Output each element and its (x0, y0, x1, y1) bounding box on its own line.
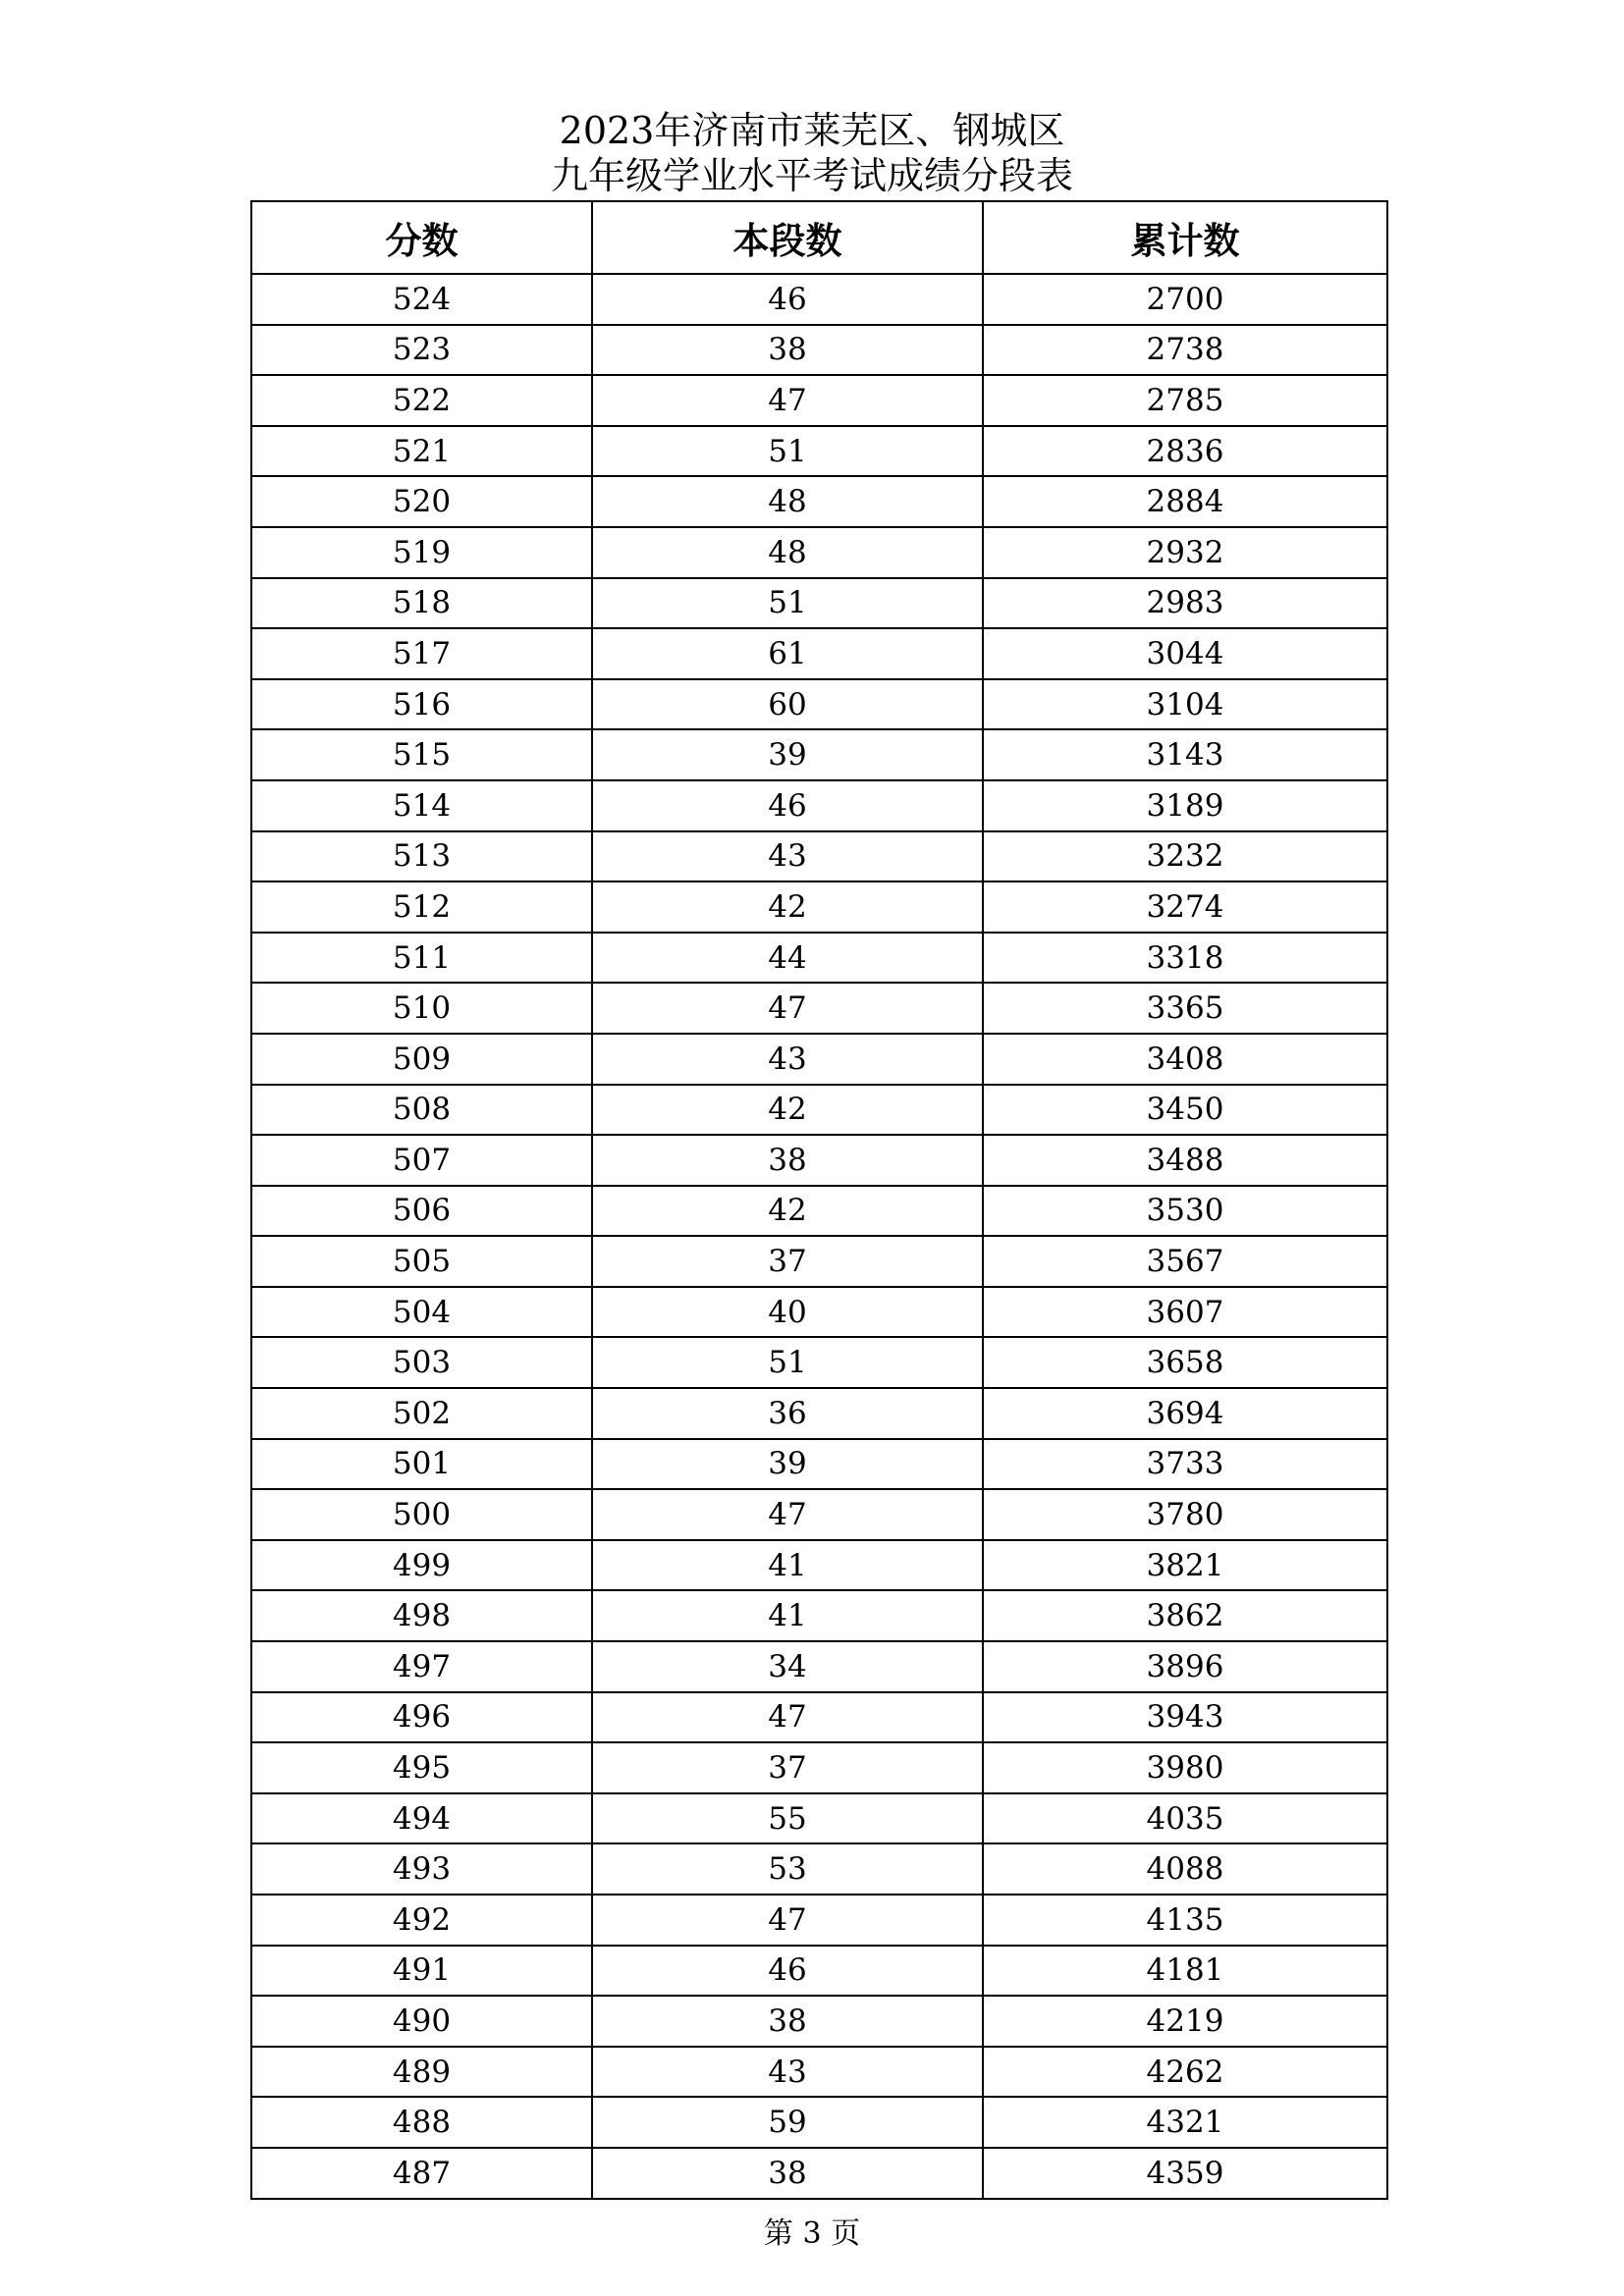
score-cell: 515 (251, 729, 592, 780)
segment-count-cell: 41 (592, 1590, 983, 1641)
score-cell: 512 (251, 881, 592, 933)
segment-count-cell: 38 (592, 1135, 983, 1186)
score-cell: 487 (251, 2148, 592, 2199)
score-cell: 504 (251, 1287, 592, 1338)
table-row (251, 1996, 1387, 2047)
cumulative-count-cell: 4321 (983, 2097, 1387, 2148)
cumulative-count-cell: 3943 (983, 1692, 1387, 1743)
cumulative-count-cell: 2884 (983, 476, 1387, 527)
cumulative-count-cell: 2700 (983, 274, 1387, 325)
segment-count-cell: 53 (592, 1843, 983, 1895)
segment-count-cell: 43 (592, 831, 983, 882)
segment-count-cell: 46 (592, 1946, 983, 1997)
score-distribution-table (250, 200, 1388, 2200)
segment-count-cell: 34 (592, 1641, 983, 1692)
score-cell: 502 (251, 1388, 592, 1439)
table-row (251, 729, 1387, 780)
segment-count-cell: 47 (592, 983, 983, 1034)
table-row (251, 426, 1387, 477)
segment-count-cell: 51 (592, 1337, 983, 1388)
table-row (251, 1843, 1387, 1895)
score-cell: 522 (251, 375, 592, 426)
table-row (251, 578, 1387, 629)
table-row (251, 1692, 1387, 1743)
table-row (251, 1439, 1387, 1490)
segment-count-cell: 39 (592, 729, 983, 780)
score-cell: 510 (251, 983, 592, 1034)
segment-count-cell: 38 (592, 2148, 983, 2199)
segment-count-cell: 51 (592, 426, 983, 477)
cumulative-count-cell: 3607 (983, 1287, 1387, 1338)
cumulative-count-cell: 3365 (983, 983, 1387, 1034)
score-cell: 499 (251, 1540, 592, 1591)
score-cell: 496 (251, 1692, 592, 1743)
cumulative-count-cell: 2785 (983, 375, 1387, 426)
score-cell: 508 (251, 1085, 592, 1136)
header-cumulative-count: 累计数 (983, 201, 1387, 274)
score-cell: 489 (251, 2047, 592, 2098)
score-cell: 501 (251, 1439, 592, 1490)
score-cell: 507 (251, 1135, 592, 1186)
cumulative-count-cell: 4135 (983, 1895, 1387, 1946)
table-row (251, 780, 1387, 831)
cumulative-count-cell: 3530 (983, 1186, 1387, 1237)
table-row (251, 375, 1387, 426)
score-cell: 506 (251, 1186, 592, 1237)
cumulative-count-cell: 3780 (983, 1489, 1387, 1540)
segment-count-cell: 48 (592, 527, 983, 578)
cumulative-count-cell: 3567 (983, 1236, 1387, 1287)
cumulative-count-cell: 3232 (983, 831, 1387, 882)
cumulative-count-cell: 4219 (983, 1996, 1387, 2047)
cumulative-count-cell: 3143 (983, 729, 1387, 780)
table-row (251, 476, 1387, 527)
document-title-line-1: 2023年济南市莱芜区、钢城区 (559, 109, 1065, 152)
table-row (251, 1085, 1387, 1136)
table-row (251, 1236, 1387, 1287)
segment-count-cell: 38 (592, 325, 983, 376)
table-row (251, 1135, 1387, 1186)
table-row (251, 527, 1387, 578)
cumulative-count-cell: 3189 (983, 780, 1387, 831)
table-row (251, 1034, 1387, 1085)
cumulative-count-cell: 3658 (983, 1337, 1387, 1388)
table-row (251, 1388, 1387, 1439)
score-cell: 513 (251, 831, 592, 882)
score-cell: 514 (251, 780, 592, 831)
table-row (251, 1946, 1387, 1997)
segment-count-cell: 43 (592, 1034, 983, 1085)
segment-count-cell: 59 (592, 2097, 983, 2148)
segment-count-cell: 42 (592, 881, 983, 933)
segment-count-cell: 47 (592, 1489, 983, 1540)
table-row (251, 1337, 1387, 1388)
cumulative-count-cell: 3980 (983, 1742, 1387, 1793)
page-number: 第 3 页 (763, 2216, 861, 2251)
score-cell: 509 (251, 1034, 592, 1085)
score-cell: 495 (251, 1742, 592, 1793)
segment-count-cell: 39 (592, 1439, 983, 1490)
segment-count-cell: 36 (592, 1388, 983, 1439)
cumulative-count-cell: 3896 (983, 1641, 1387, 1692)
cumulative-count-cell: 3694 (983, 1388, 1387, 1439)
cumulative-count-cell: 3488 (983, 1135, 1387, 1186)
segment-count-cell: 47 (592, 375, 983, 426)
segment-count-cell: 60 (592, 679, 983, 730)
cumulative-count-cell: 2836 (983, 426, 1387, 477)
score-cell: 493 (251, 1843, 592, 1895)
segment-count-cell: 42 (592, 1186, 983, 1237)
segment-count-cell: 46 (592, 780, 983, 831)
table-row (251, 831, 1387, 882)
cumulative-count-cell: 3821 (983, 1540, 1387, 1591)
segment-count-cell: 40 (592, 1287, 983, 1338)
cumulative-count-cell: 3862 (983, 1590, 1387, 1641)
score-cell: 511 (251, 933, 592, 984)
cumulative-count-cell: 4035 (983, 1793, 1387, 1844)
segment-count-cell: 38 (592, 1996, 983, 2047)
cumulative-count-cell: 2738 (983, 325, 1387, 376)
segment-count-cell: 55 (592, 1793, 983, 1844)
document-title-line-2: 九年级学业水平考试成绩分段表 (550, 154, 1073, 197)
cumulative-count-cell: 2983 (983, 578, 1387, 629)
segment-count-cell: 47 (592, 1895, 983, 1946)
segment-count-cell: 44 (592, 933, 983, 984)
cumulative-count-cell: 3104 (983, 679, 1387, 730)
cumulative-count-cell: 3044 (983, 628, 1387, 679)
header-segment-count: 本段数 (592, 201, 983, 274)
score-cell: 500 (251, 1489, 592, 1540)
segment-count-cell: 61 (592, 628, 983, 679)
segment-count-cell: 43 (592, 2047, 983, 2098)
segment-count-cell: 51 (592, 578, 983, 629)
score-cell: 503 (251, 1337, 592, 1388)
segment-count-cell: 41 (592, 1540, 983, 1591)
cumulative-count-cell: 3318 (983, 933, 1387, 984)
score-cell: 523 (251, 325, 592, 376)
table-row (251, 1540, 1387, 1591)
score-cell: 521 (251, 426, 592, 477)
cumulative-count-cell: 3733 (983, 1439, 1387, 1490)
table-row (251, 325, 1387, 376)
table-row (251, 1590, 1387, 1641)
score-cell: 519 (251, 527, 592, 578)
table-row (251, 628, 1387, 679)
segment-count-cell: 46 (592, 274, 983, 325)
cumulative-count-cell: 4181 (983, 1946, 1387, 1997)
table-row (251, 2097, 1387, 2148)
cumulative-count-cell: 4359 (983, 2148, 1387, 2199)
score-cell: 524 (251, 274, 592, 325)
cumulative-count-cell: 3450 (983, 1085, 1387, 1136)
table-body (251, 274, 1387, 2199)
score-cell: 491 (251, 1946, 592, 1997)
table-row (251, 1742, 1387, 1793)
cumulative-count-cell: 2932 (983, 527, 1387, 578)
table-row (251, 983, 1387, 1034)
table-row (251, 2148, 1387, 2199)
table-row (251, 1287, 1387, 1338)
segment-count-cell: 48 (592, 476, 983, 527)
score-cell: 488 (251, 2097, 592, 2148)
table-row (251, 1186, 1387, 1237)
score-cell: 492 (251, 1895, 592, 1946)
score-cell: 518 (251, 578, 592, 629)
table-row (251, 274, 1387, 325)
score-cell: 497 (251, 1641, 592, 1692)
table-row (251, 1793, 1387, 1844)
score-cell: 520 (251, 476, 592, 527)
score-cell: 494 (251, 1793, 592, 1844)
segment-count-cell: 42 (592, 1085, 983, 1136)
score-cell: 490 (251, 1996, 592, 2047)
header-score: 分数 (251, 201, 592, 274)
table-row (251, 881, 1387, 933)
table-header-row (251, 201, 1387, 274)
table-row (251, 933, 1387, 984)
cumulative-count-cell: 4262 (983, 2047, 1387, 2098)
table-row (251, 2047, 1387, 2098)
cumulative-count-cell: 4088 (983, 1843, 1387, 1895)
score-cell: 498 (251, 1590, 592, 1641)
score-cell: 505 (251, 1236, 592, 1287)
segment-count-cell: 37 (592, 1742, 983, 1793)
cumulative-count-cell: 3274 (983, 881, 1387, 933)
table-row (251, 1489, 1387, 1540)
cumulative-count-cell: 3408 (983, 1034, 1387, 1085)
table-row (251, 1895, 1387, 1946)
score-cell: 516 (251, 679, 592, 730)
table-row (251, 1641, 1387, 1692)
table-row (251, 679, 1387, 730)
segment-count-cell: 37 (592, 1236, 983, 1287)
segment-count-cell: 47 (592, 1692, 983, 1743)
score-cell: 517 (251, 628, 592, 679)
